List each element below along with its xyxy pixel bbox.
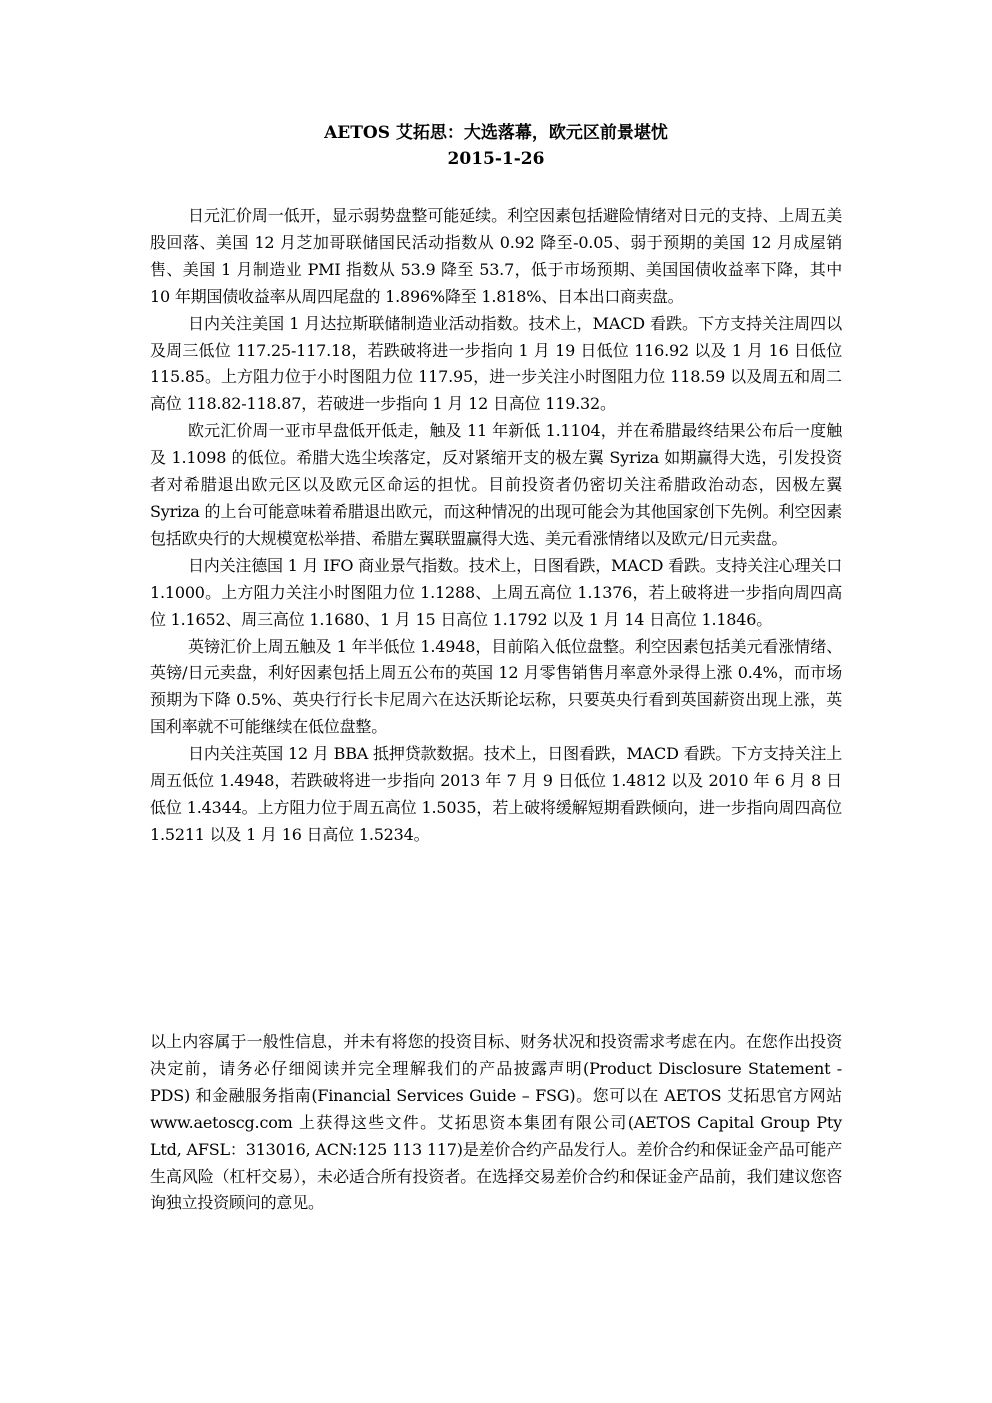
paragraph-gbp-technical: 日内关注英国 12 月 BBA 抵押贷款数据。技术上，日图看跌，MACD 看跌。下方支持关注上周五低位 1.4948，若跌破将进一步指向 2013 年 7 月 9 日低位 1.4812 以及 2010 年 6 月 8 日低位 1.4344。上方阻力位于周五高位 1.5035，若上破将缓解短期看跌倾向，进一步指向周四高位 1.5211 以及 1 月 16 日高位 1.5234。 bbox=[150, 744, 842, 844]
disclaimer-text: 以上内容属于一般性信息，并未有将您的投资目标、财务状况和投资需求考虑在内。在您作出投资决定前，请务必仔细阅读并完全理解我们的产品披露声明(Product Disclosure Statement - PDS) 和金融服务指南(Financial Services Guide – FSG)。您可以在 AETOS 艾拓思官方网站 www.aetoscg.com 上获得这些文件。艾拓思资本集团有限公司(AETOS Capital Group Pty Ltd, AFSL：313016, ACN:125 113 117)是差价合约产品发行人。差价合约和保证金产品可能产生高风险（杠杆交易），未必适合所有投资者。在选择交易差价合约和保证金产品前，我们建议您咨询独立投资顾问的意见。 bbox=[150, 1032, 843, 1213]
paragraph-jpy-overview: 日元汇价周一低开，显示弱势盘整可能延续。利空因素包括避险情绪对日元的支持、上周五美股回落、美国 12 月芝加哥联储国民活动指数从 0.92 降至-0.05、弱于预期的美国 12 月成屋销售、美国 1 月制造业 PMI 指数从 53.9 降至 53.7，低于市场预期、美国国债收益率下降，其中 10 年期国债收益率从周四尾盘的 1.896%降至 1.818%、日本出口商卖盘。 bbox=[150, 206, 842, 306]
paragraph-gbp-overview: 英镑汇价上周五触及 1 年半低位 1.4948，目前陷入低位盘整。利空因素包括美元看涨情绪、英镑/日元卖盘，利好因素包括上周五公布的英国 12 月零售销售月率意外录得上涨 0.4%，而市场预期为下降 0.5%、英央行行长卡尼周六在达沃斯论坛称，只要英央行看到英国薪资出现上涨，英国利率就不可能继续在低位盘整。 bbox=[150, 636, 842, 737]
paragraph-eur-overview: 欧元汇价周一亚市早盘低开低走，触及 11 年新低 1.1104，并在希腊最终结果公布后一度触及 1.1098 的低位。希腊大选尘埃落定，反对紧缩开支的极左翼 Syriza 如期赢得大选，引发投资者对希腊退出欧元区以及欧元区命运的担忧。目前投资者仍密切关注希腊政治动态，因极左翼 Syriza 的上台可能意味着希腊退出欧元，而这种情况的出现可能会为其他国家创下先例。利空因素包括欧央行的大规模宽松举措、希腊左翼联盟赢得大选、美元看涨情绪以及欧元/日元卖盘。 bbox=[150, 421, 842, 548]
article-body bbox=[150, 203, 842, 849]
document-date: 2015-1-26 bbox=[447, 149, 545, 169]
paragraph-jpy-technical: 日内关注美国 1 月达拉斯联储制造业活动指数。技术上，MACD 看跌。下方支持关注周四以及周三低位 117.25-117.18，若跌破将进一步指向 1 月 19 日低位 116.92 以及 1 月 16 日低位 115.85。上方阻力位于小时图阻力位 117.95，进一步关注小时图阻力位 118.59 以及周五和周二高位 118.82-118.87，若破进一步指向 1 月 12 日高位 119.32。 bbox=[150, 313, 842, 414]
document-header bbox=[150, 120, 842, 172]
paragraph-eur-technical: 日内关注德国 1 月 IFO 商业景气指数。技术上，日图看跌，MACD 看跌。支持关注心理关口 1.1000。上方阻力关注小时图阻力位 1.1288、上周五高位 1.1376，若上破将进一步指向周四高位 1.1652、周三高位 1.1680、1 月 15 日高位 1.1792 以及 1 月 14 日高位 1.1846。 bbox=[150, 555, 842, 629]
document-title: AETOS 艾拓思：大选落幕，欧元区前景堪忧 bbox=[324, 123, 668, 143]
